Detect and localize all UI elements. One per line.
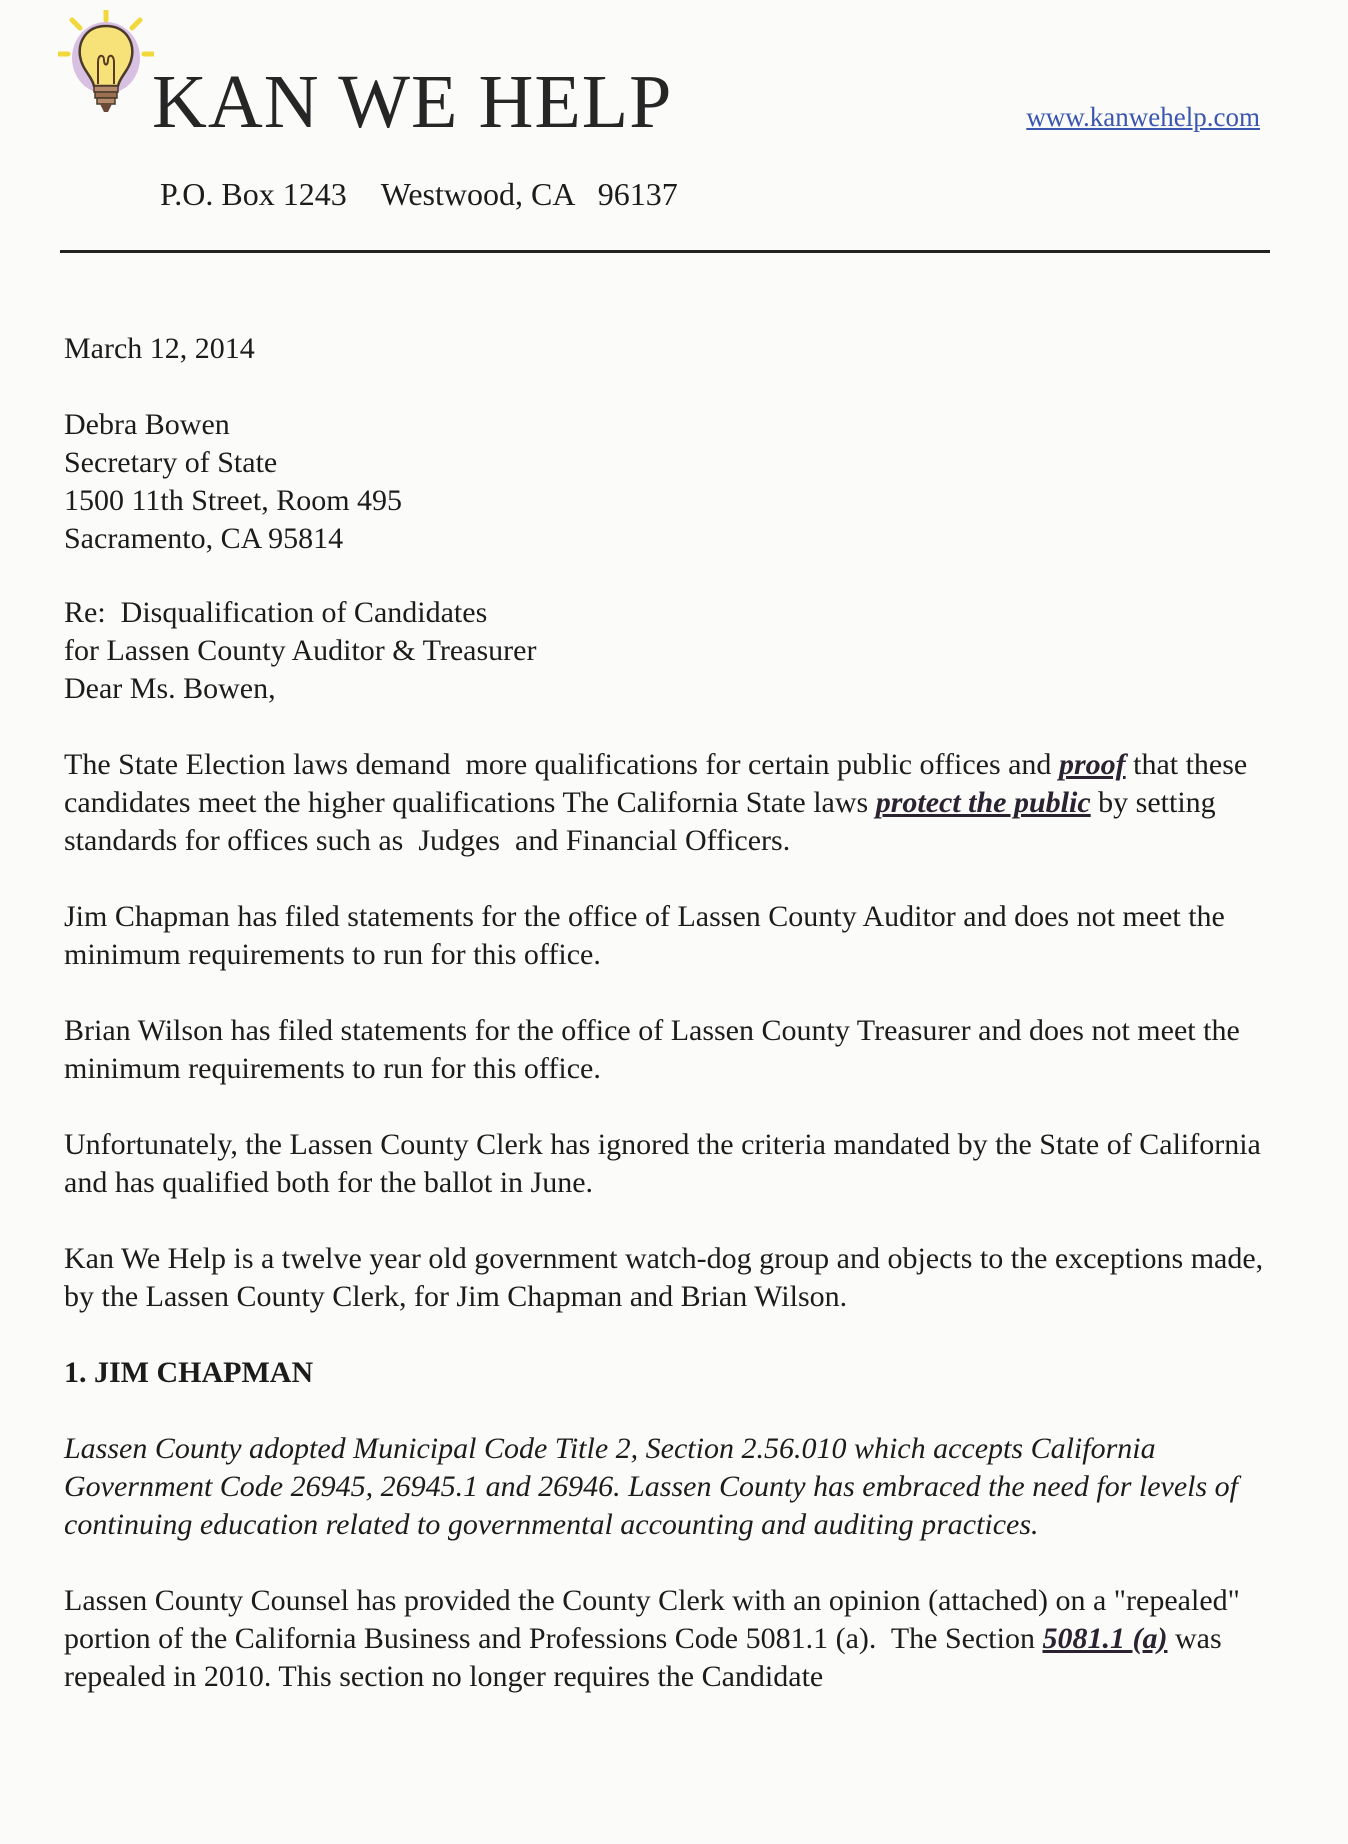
lightbulb-logo-icon (58, 10, 154, 122)
subject-line-2: for Lassen County Auditor & Treasurer (64, 634, 537, 667)
paragraph-3: Brian Wilson has filed statements for the office of Lassen County Treasurer and does not meet the minimum requirements to run for this office. (64, 1014, 1240, 1085)
recipient-name: Debra Bowen (64, 408, 230, 441)
salutation: Dear Ms. Bowen, (64, 672, 276, 705)
paragraph-7-text-b: was repealed in 2010. This section no longer requires the Candidate (64, 1622, 1230, 1693)
emphasis-protect-the-public: protect the public (875, 786, 1091, 819)
city-state-zip: Westwood, CA 96137 (380, 176, 678, 212)
paragraph-7-text-a: Lassen County Counsel has provided the County Clerk with an opinion (attached) on a "repealed" portion of the California Business and Professions Code 5081.1 (a). The Section (64, 1584, 1248, 1655)
paragraph-2: Jim Chapman has filed statements for the office of Lassen County Auditor and does not meet the minimum requirements to run for this office. (64, 900, 1225, 971)
paragraph-5: Kan We Help is a twelve year old government watch-dog group and objects to the exceptions made, by the Lassen County Clerk, for Jim Chapman and Brian Wilson. (64, 1242, 1264, 1313)
recipient-title: Secretary of State (64, 446, 278, 479)
paragraph-1 (64, 746, 1284, 860)
website-link[interactable]: www.kanwehelp.com (1026, 102, 1260, 132)
org-name: KAN WE HELP (152, 60, 673, 144)
paragraph-1-text-a: The State Election laws demand more qualifications for certain public offices and (64, 748, 1059, 781)
letter-date: March 12, 2014 (64, 332, 255, 365)
letter-body (64, 330, 1284, 1734)
recipient-street: 1500 11th Street, Room 495 (64, 484, 403, 517)
paragraph-6-italic: Lassen County adopted Municipal Code Title 2, Section 2.56.010 which accepts California Government Code 26945, 26945.1 and 26946. Lassen County has embraced the need for levels of continuing education related to governmental accounting and auditing practices. (64, 1432, 1238, 1541)
po-box: P.O. Box 1243 (160, 176, 347, 212)
section-heading-jim-chapman: 1. JIM CHAPMAN (64, 1356, 314, 1389)
paragraph-1-text-c: by setting standards for offices such as Judges and Financial Officers. (64, 786, 1224, 857)
paragraph-7 (64, 1582, 1284, 1696)
recipient-city: Sacramento, CA 95814 (64, 522, 344, 555)
paragraph-1-text-b: that these candidates meet the higher qualifications The California State laws (64, 748, 1255, 819)
emphasis-proof: proof (1058, 748, 1126, 781)
paragraph-4: Unfortunately, the Lassen County Clerk has ignored the criteria mandated by the State of California and has qualified both for the ballot in June. (64, 1128, 1261, 1199)
emphasis-section-5081-1a: 5081.1 (a) (1042, 1622, 1168, 1655)
subject-line-1: Re: Disqualification of Candidates (64, 596, 488, 629)
letterhead-address (160, 176, 678, 213)
letterhead-divider (60, 250, 1270, 253)
